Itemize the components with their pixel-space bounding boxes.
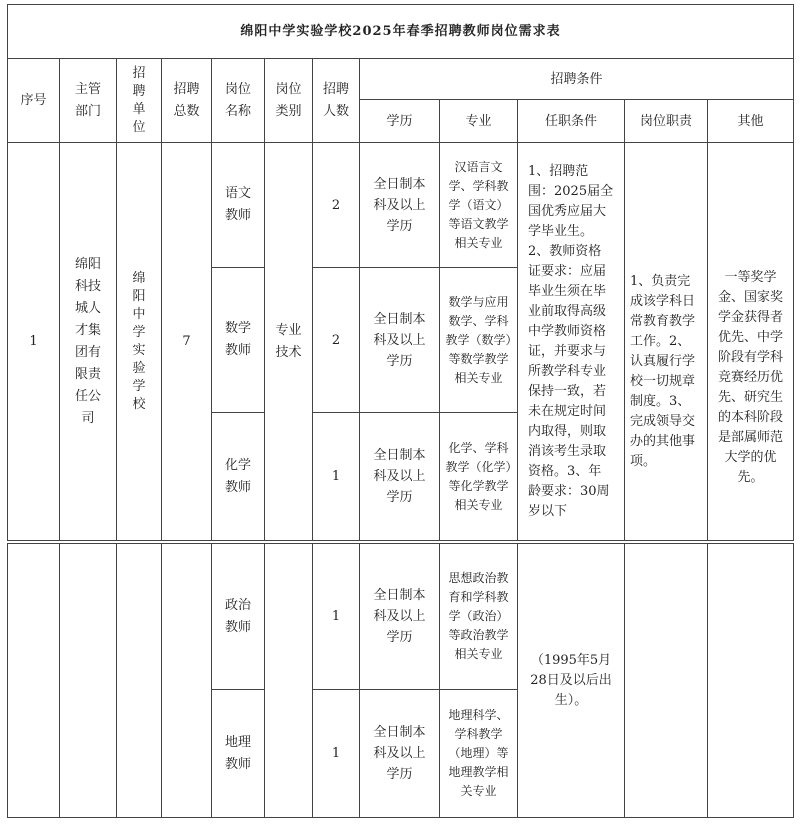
group-other	[708, 143, 794, 541]
header-requirements: 任职条件	[518, 100, 625, 143]
post-edu-text: 全日制本科及以上学历	[373, 176, 426, 234]
post-major-text: 思想政治教育和学科教学（政治）等政治教学相关专业	[448, 571, 509, 661]
header-major: 专业	[440, 100, 518, 143]
header-seq: 序号	[8, 59, 60, 143]
post-name	[212, 143, 265, 268]
header-dept	[60, 59, 117, 143]
post-edu-text: 全日制本科及以上学历	[373, 725, 426, 782]
header-conditions: 招聘条件	[360, 59, 794, 100]
header-total-label: 招聘总数	[173, 81, 200, 119]
header-post-name-label: 岗位名称	[224, 81, 251, 119]
group-dept	[60, 143, 117, 541]
post-name	[212, 544, 265, 690]
group-unit	[117, 143, 162, 541]
post-major-text: 数学与应用数学、学科教学（数学）等数学教学相关专业	[445, 294, 512, 385]
post-name-text: 地理教师	[224, 734, 251, 772]
group-duties	[625, 143, 708, 541]
recruitment-table-upper	[7, 4, 794, 541]
post-major	[440, 143, 518, 268]
post-count: 2	[313, 268, 360, 413]
post-major-text: 地理科学、学科教学（地理）等地理教学相关专业	[448, 708, 509, 798]
post-name	[212, 413, 265, 541]
group-other-cont	[708, 544, 794, 818]
group-requirements	[518, 143, 625, 541]
post-edu-text: 全日制本科及以上学历	[373, 311, 426, 369]
group-requirements-text: 1、招聘范围：2025届全国优秀应届大学毕业生。2、教师资格证要求：应届毕业生须在毕业前取得高级中学教师资格证，并要求与所教学科专业保持一致，若未在规定时间内取得，则取消该考生录取资格。3、年龄要求：30周岁以下	[528, 163, 614, 519]
header-unit	[117, 59, 162, 143]
group-dept-text: 绵阳科技城人才集团有限责任公司	[74, 256, 101, 426]
post-edu	[360, 413, 440, 541]
post-count: 1	[313, 413, 360, 541]
post-name-text: 化学教师	[224, 457, 251, 495]
recruitment-table-lower	[7, 543, 794, 818]
group-unit-text: 绵阳中学实验学校	[132, 270, 146, 412]
post-name-text: 语文教师	[224, 186, 251, 223]
post-edu-text: 全日制本科及以上学历	[373, 448, 426, 505]
post-name	[212, 268, 265, 413]
post-count: 1	[313, 690, 360, 818]
header-unit-label: 招聘单位	[132, 65, 146, 135]
header-post-type-label: 岗位类别	[275, 81, 302, 119]
header-count-label: 招聘人数	[322, 81, 349, 119]
post-name-text: 政治教师	[224, 597, 251, 635]
post-name-text: 数学教师	[224, 321, 251, 358]
post-major	[440, 413, 518, 541]
post-count: 1	[313, 544, 360, 690]
group-post-type-cont	[265, 544, 313, 818]
group-other-text: 一等奖学金、国家奖学金获得者优先、中学阶段有学科竞赛经历优先、研究生的本科阶段是部属师范大学的优先。	[717, 269, 783, 485]
post-edu	[360, 143, 440, 268]
post-major	[440, 268, 518, 413]
header-post-name	[212, 59, 265, 143]
group-post-type	[265, 143, 313, 541]
post-major-text: 汉语言文学、学科教学（语文）等语文教学相关专业	[448, 159, 509, 250]
group-total-cont	[162, 544, 212, 818]
header-other: 其他	[708, 100, 794, 143]
group-requirements-cont	[518, 544, 625, 818]
header-dept-label: 主管部门	[74, 81, 101, 119]
group-total: 7	[162, 143, 212, 541]
post-edu	[360, 690, 440, 818]
table-row	[8, 544, 794, 690]
group-seq-cont	[8, 544, 60, 818]
header-count	[313, 59, 360, 143]
group-dept-cont	[60, 544, 117, 818]
group-duties-text: 1、负责完成该学科日常教育教学工作。2、认真履行学校一切规章制度。3、完成领导交办的其他事项。	[630, 273, 696, 469]
post-name	[212, 690, 265, 818]
group-requirements-cont-text: （1995年5月28日及以后出生）。	[530, 652, 612, 708]
post-edu-text: 全日制本科及以上学历	[373, 588, 426, 645]
post-edu	[360, 268, 440, 413]
header-post-type	[265, 59, 313, 143]
group-post-type-text: 专业技术	[275, 322, 302, 360]
post-edu	[360, 544, 440, 690]
post-major	[440, 690, 518, 818]
header-duties: 岗位职责	[625, 100, 708, 143]
post-count: 2	[313, 143, 360, 268]
post-major-text: 化学、学科教学（化学）等化学教学相关专业	[445, 440, 512, 512]
group-unit-cont	[117, 544, 162, 818]
header-edu: 学历	[360, 100, 440, 143]
header-total	[162, 59, 212, 143]
group-duties-cont	[625, 544, 708, 818]
post-major	[440, 544, 518, 690]
group-seq: 1	[8, 143, 60, 541]
table-row	[8, 143, 794, 268]
page-title: 绵阳中学实验学校2025年春季招聘教师岗位需求表	[8, 5, 794, 59]
